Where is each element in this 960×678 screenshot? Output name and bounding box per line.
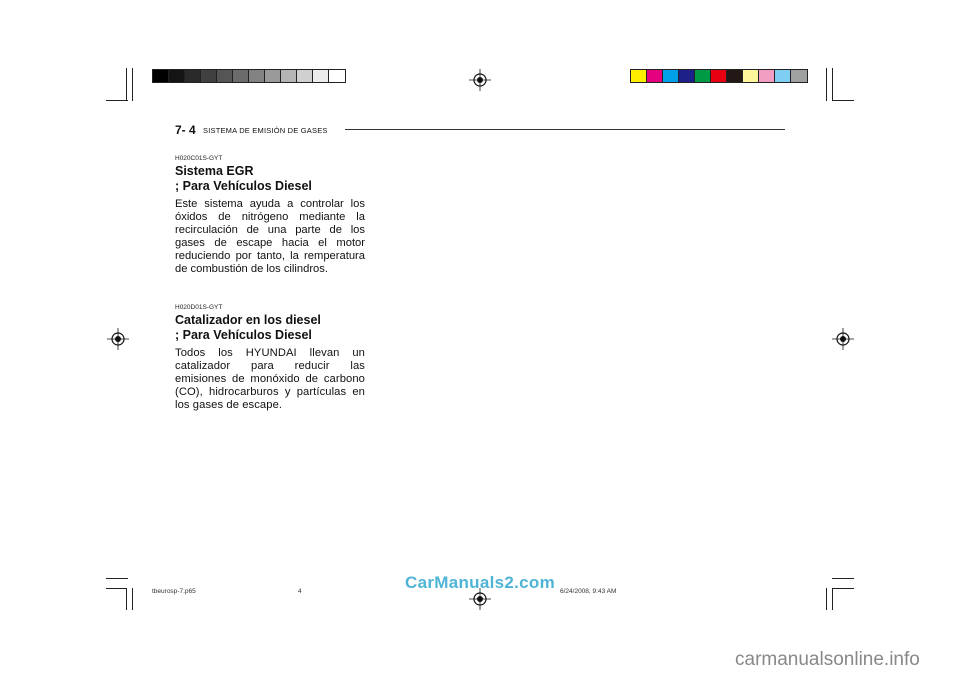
- footer-timestamp: 6/24/2008, 9:43 AM: [560, 588, 617, 595]
- color-swatch: [775, 70, 791, 82]
- registration-mark-right-icon: [832, 328, 854, 350]
- watermark-carmanuals2: CarManuals2.com: [405, 573, 555, 592]
- registration-mark-left-icon: [107, 328, 129, 350]
- color-swatch: [185, 70, 201, 82]
- color-swatch: [233, 70, 249, 82]
- color-swatch: [711, 70, 727, 82]
- page-number: 7- 4: [175, 123, 196, 137]
- color-swatch: [329, 70, 345, 82]
- section-body: Todos los HYUNDAI llevan un catalizador para reducir las emisiones de monóxido de carbono (CO), hidrocarburos y partículas en los gases de escape.: [175, 347, 365, 411]
- color-swatch: [313, 70, 329, 82]
- section-subtitle: ; Para Vehículos Diesel: [175, 179, 312, 193]
- color-swatch: [647, 70, 663, 82]
- section-egr: [175, 155, 365, 276]
- color-swatch: [743, 70, 759, 82]
- color-swatch: [201, 70, 217, 82]
- footer-page: 4: [298, 588, 302, 595]
- color-swatch: [297, 70, 313, 82]
- color-swatch: [679, 70, 695, 82]
- chapter-title: SISTEMA DE EMISIÓN DE GASES: [203, 126, 328, 135]
- color-swatch: [169, 70, 185, 82]
- color-swatch: [663, 70, 679, 82]
- color-swatch: [281, 70, 297, 82]
- watermark-carmanualsonline: carmanualsonline.info: [735, 649, 920, 670]
- section-catalyst: [175, 304, 365, 412]
- header-rule: [345, 129, 785, 130]
- section-subtitle: ; Para Vehículos Diesel: [175, 328, 312, 342]
- color-swatch: [217, 70, 233, 82]
- color-swatch: [791, 70, 807, 82]
- color-swatch: [153, 70, 169, 82]
- color-calibration-bar: [630, 69, 808, 83]
- color-swatch: [727, 70, 743, 82]
- color-swatch: [695, 70, 711, 82]
- color-swatch: [631, 70, 647, 82]
- section-body: Este sistema ayuda a controlar los óxidos de nitrógeno mediante la recirculación de una parte de los gases de escape hacia el motor reduciendo por tanto, la remperatura de combustión de los cilindros.: [175, 198, 365, 275]
- color-swatch: [759, 70, 775, 82]
- grayscale-calibration-bar: [152, 69, 346, 83]
- color-swatch: [265, 70, 281, 82]
- color-swatch: [249, 70, 265, 82]
- section-code: H020D01S-GYT: [175, 304, 223, 311]
- section-title: Sistema EGR: [175, 164, 254, 178]
- registration-mark-top-icon: [469, 69, 491, 91]
- footer-file-name: tbeurosp-7.p65: [152, 588, 196, 595]
- section-title: Catalizador en los diesel: [175, 313, 321, 327]
- section-code: H020C01S-GYT: [175, 155, 223, 162]
